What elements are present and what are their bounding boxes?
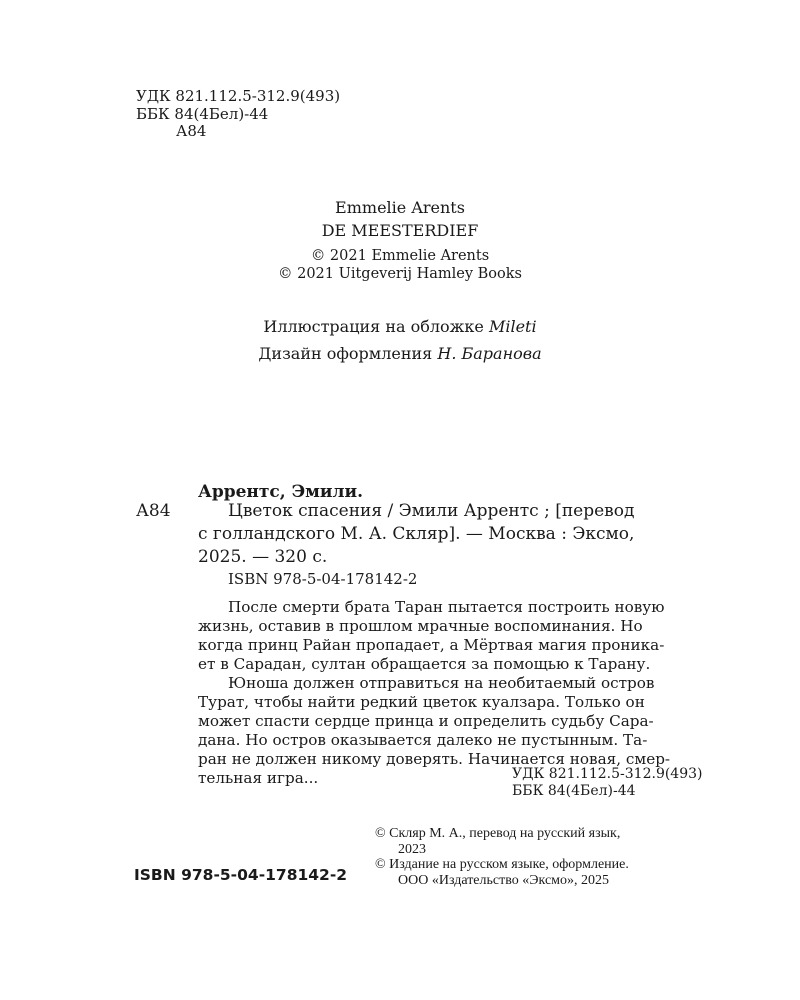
annotation-line: тельная игра... (198, 769, 319, 787)
annotation-line: когда принц Райан пропадает, а Мёртвая магия проника- (198, 636, 665, 654)
catalog-line-3: 2025. — 320 с. (198, 547, 328, 567)
copyright-edition-line-1: © Издание на русском языке, оформление. (375, 857, 629, 872)
annotation-line: Юноша должен отправиться на необитаемый остров (228, 674, 655, 692)
illustration-name: Mileti (488, 317, 537, 336)
design-name: Н. Баранова (437, 344, 542, 363)
annotation-line: жизнь, оставив в прошлом мрачные воспоминания. Но (198, 617, 643, 635)
design-credit (0, 344, 800, 363)
copyright-edition-line-2: ООО «Издательство «Эксмо», 2025 (398, 872, 610, 888)
illustration-label: Иллюстрация на обложке (263, 317, 484, 336)
catalog-line-2: с голландского М. А. Скляр]. — Москва : Эксмо, (198, 524, 635, 544)
annotation-line: После смерти брата Таран пытается построить новую (228, 598, 665, 616)
annotation (198, 598, 706, 788)
annotation-line: ет в Сарадан, султан обращается за помощью к Тарану. (198, 655, 651, 673)
udk-code-top: УДК 821.112.5-312.9(493) (136, 87, 341, 105)
original-author: Emmelie Arents (335, 198, 465, 217)
catalog-heading: Аррентс, Эмили. (198, 482, 364, 502)
bbk-code-top: ББК 84(4Бел)-44 (136, 105, 269, 123)
original-copyright-author: © 2021 Emmelie Arents (310, 248, 490, 264)
udk-code-bottom: УДК 821.112.5-312.9(493) (512, 766, 703, 782)
bbk-code-bottom: ББК 84(4Бел)-44 (512, 783, 636, 799)
annotation-line: дана. Но остров оказывается далеко не пустынным. Та- (198, 731, 648, 749)
copyright-translation (375, 826, 629, 888)
original-title: DE MEESTERDIEF (321, 221, 479, 240)
bottom-isbn: ISBN 978-5-04-178142-2 (134, 866, 348, 884)
illustration-credit (0, 317, 800, 336)
copyright-translation-line-2: 2023 (398, 841, 426, 857)
copyright-translation-line-1: © Скляр М. А., перевод на русский язык, (375, 826, 621, 841)
annotation-line: ран не должен никому доверять. Начинается новая, смер- (198, 750, 671, 768)
design-label: Дизайн оформления (258, 344, 433, 363)
annotation-line: может спасти сердце принца и определить судьбу Сара- (198, 712, 654, 730)
annotation-line: Турат, чтобы найти редкий цветок куалзара. Только он (198, 693, 645, 711)
original-copyright-publisher: © 2021 Uitgeverij Hamley Books (277, 266, 522, 282)
catalog-line-1: Цветок спасения / Эмили Аррентс ; [перевод (228, 501, 635, 521)
catalog-mark: А84 (136, 501, 171, 521)
catalog-isbn: ISBN 978-5-04-178142-2 (228, 570, 418, 588)
author-mark-top: А84 (176, 122, 207, 140)
